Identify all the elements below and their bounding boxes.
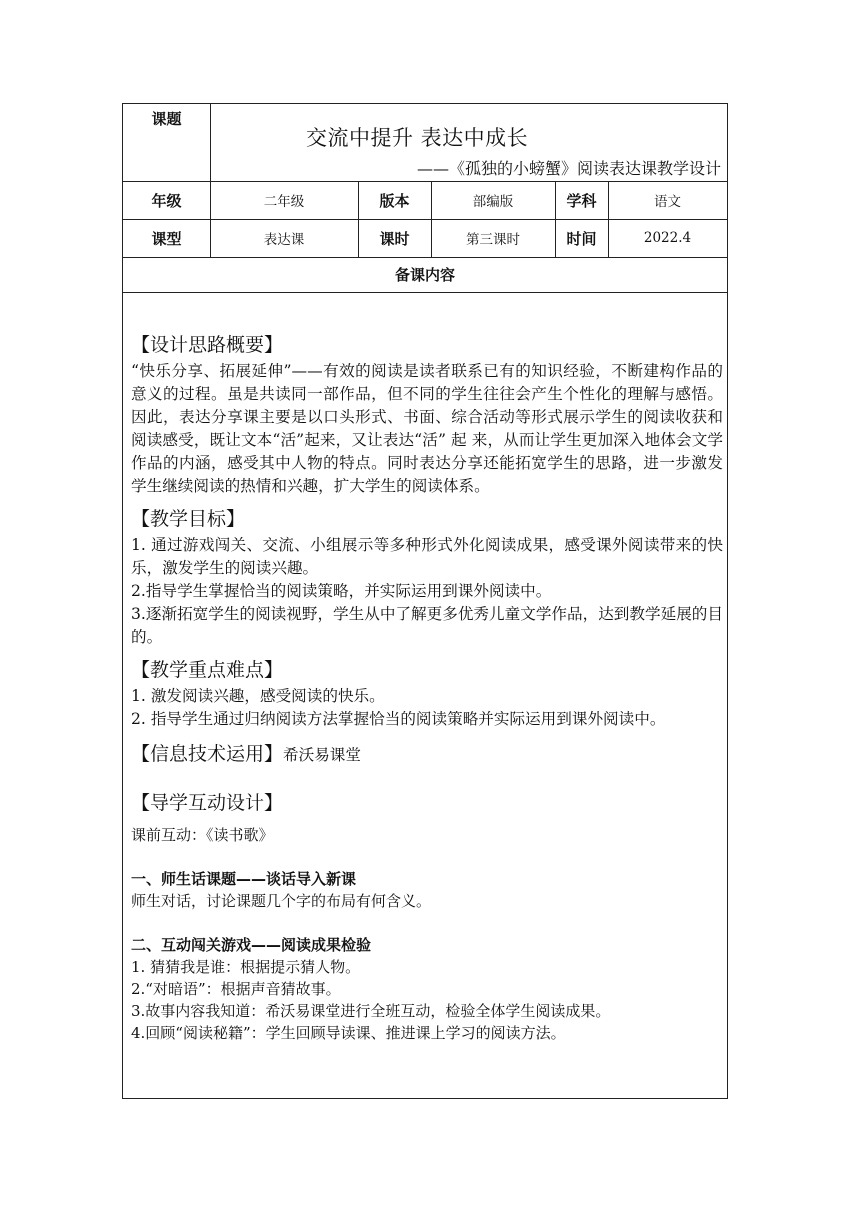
part2-item: 4.回顾“阅读秘籍”：学生回顾导读课、推进课上学习的阅读方法。 [131,1024,566,1042]
content-header: 备课内容 [394,266,455,284]
lesson-title: 交流中提升 表达中成长 [306,126,529,150]
interact-heading: 【导学互动设计】 [131,792,284,814]
part2-item: 3.故事内容我知道：希沃易课堂进行全班互动，检验全体学生阅读成果。 [131,1002,611,1020]
design-text: “快乐分享、拓展延伸”——有效的阅读是读者联系已有的知识经验，不断建构作品的意义的过程。虽是共读同一部作品，但不同的学生往往会产生个性化的理解与感悟。因此，表达分享课主要是以口头形式、书面、综合活动等形式展示学生的阅读收获和阅读感受，既让文本“活”起来，又让表达“活” 起 来，从而让学生更加深入地体会文学作品的内涵，感受其中人物的特点。同时表达分享还能拓宽学生的思路，进一步激发学生继续阅读的热情和兴趣，扩大学生的阅读体系。 [131,362,723,495]
tech-line [131,739,723,770]
row-divider [123,292,727,293]
key-item: 1. 激发阅读兴趣，感受阅读的快乐。 [131,687,385,705]
subject-label: 学科 [566,191,597,210]
topic-label: 课题 [151,109,182,128]
goals-heading: 【教学目标】 [131,508,246,530]
pre-class-interaction: 课前互动：《读书歌》 [131,826,274,844]
grade-label: 年级 [151,191,182,210]
goal-item: 3.逐渐拓宽学生的阅读视野，学生从中了解更多优秀儿童文学作品，达到教学延展的目的。 [131,605,723,646]
time-value: 2022.4 [643,230,692,246]
part1-text: 师生对话，讨论课题几个字的布局有何含义。 [131,892,432,910]
tech-text: 希沃易课堂 [283,746,361,764]
type-value: 表达课 [263,232,305,248]
lesson-content [131,330,723,1044]
part2-heading: 二、互动闯关游戏——阅读成果检验 [131,936,372,954]
time-label: 时间 [566,229,597,248]
lesson-plan-table [122,103,728,1099]
goal-item: 1. 通过游戏闯关、交流、小组展示等多种形式外化阅读成果，感受课外阅读带来的快乐，激发学生的阅读兴趣。 [131,536,723,577]
period-value: 第三课时 [466,232,520,248]
part1-heading: 一、师生话课题——谈话导入新课 [131,870,357,888]
key-item: 2. 指导学生通过归纳阅读方法掌握恰当的阅读策略并实际运用到课外阅读中。 [131,710,666,728]
period-label: 课时 [379,229,410,248]
goal-item: 2.指导学生掌握恰当的阅读策略，并实际运用到课外阅读中。 [131,582,552,600]
key-heading: 【教学重点难点】 [131,659,284,681]
part2-item: 2.“对暗语”：根据声音猜故事。 [131,980,341,998]
grade-value: 二年级 [263,194,305,210]
edition-label: 版本 [379,191,410,210]
type-label: 课型 [151,229,182,248]
edition-value: 部编版 [472,194,514,210]
part2-item: 1. 猜猜我是谁：根据提示猜人物。 [131,958,361,976]
design-heading: 【设计思路概要】 [131,334,284,356]
subject-value: 语文 [654,194,681,210]
lesson-subtitle: ——《孤独的小螃蟹》阅读表达课教学设计 [416,159,721,178]
tech-heading: 【信息技术运用】 [131,743,284,765]
